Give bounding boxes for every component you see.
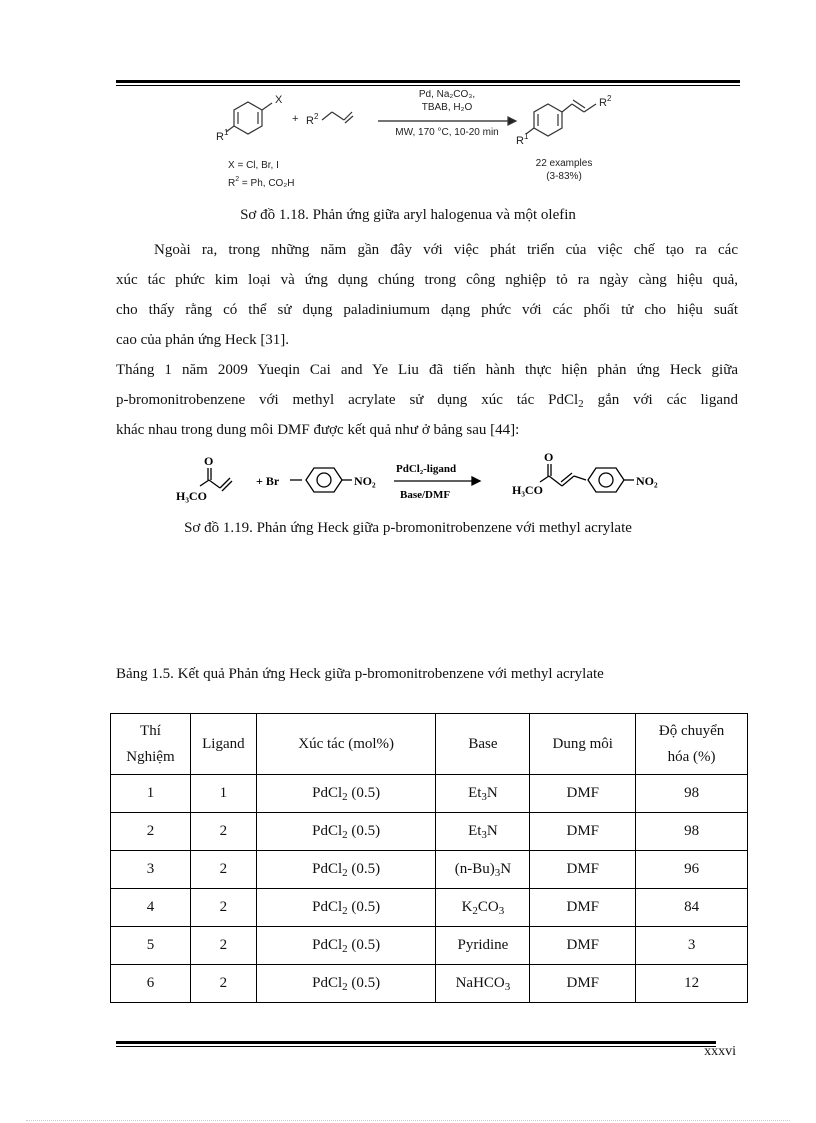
cell-catalyst: PdCl$_2$ (0.5) [256,775,436,813]
cell-ligand: 1 [190,775,256,813]
cell-base: NaHCO$_3$ [436,965,530,1003]
paragraph-line: Tháng 1 năm 2009 Yueqin Cai and Ye Liu đã tiến hành thực hiện phản ứng Heck giữa [116,362,738,378]
cell-ligand: 2 [190,965,256,1003]
paragraph-line: cao của phản ứng Heck [31]. [116,332,290,348]
yield-range: (3-83%) [546,171,582,182]
footer-rule [116,1041,716,1044]
conditions-line-2: TBAB, H₂O [421,102,473,113]
scheme-1-19-diagram [170,448,690,508]
footer-rule-thin [116,1046,716,1047]
cell-catalyst: PdCl$_2$ (0.5) [256,965,436,1003]
x-definition: X = Cl, Br, I [228,160,279,171]
cell-experiment: 5 [111,927,191,965]
table-caption: Bảng 1.5. Kết quả Phản ứng Heck giữa p-bromonitrobenzene với methyl acrylate [116,666,604,682]
cell-solvent: DMF [530,851,636,889]
aryl-x-label: X [275,94,283,106]
header-base: Base [436,714,530,775]
table-row [111,965,748,1003]
cell-conversion: 98 [636,775,748,813]
cell-base: $(n-Bu)_3N$ [436,851,530,889]
cell-base: Pyridine [436,927,530,965]
cell-catalyst: PdCl$_2$ (0.5) [256,851,436,889]
r2-definition: $R^2 = Ph$, CO₂H [228,176,295,189]
cell-solvent: DMF [530,965,636,1003]
reagent-conditions: Base/DMF [400,489,451,501]
table-header-row [111,714,748,775]
paragraph-intro [116,235,738,355]
page-edge-divider [26,1120,790,1121]
header-rule [116,80,740,83]
examples-count: 22 examples [535,158,593,169]
cell-conversion: 3 [636,927,748,965]
cell-solvent: DMF [530,813,636,851]
cell-experiment: 3 [111,851,191,889]
cell-experiment: 4 [111,889,191,927]
cell-experiment: 1 [111,775,191,813]
paragraph-line: khác nhau trong dung môi DMF được kết quả như ở bảng sau [44]: [116,422,520,438]
product-oxygen: O [544,450,554,464]
paragraph-line: xúc tác phức kim loại và ứng dụng chúng trong công nghiệp tỏ ra ngày càng hiệu quả, [116,272,738,288]
cell-experiment: 6 [111,965,191,1003]
cell-ligand: 2 [190,889,256,927]
header-rule-thin [116,85,740,86]
product-methoxy: H₃CO [512,483,543,497]
cell-solvent: DMF [530,889,636,927]
product-r1-label: $R^1$ [516,132,529,147]
table-row [111,889,748,927]
cell-catalyst: PdCl$_2$ (0.5) [256,927,436,965]
plus-bromo: + Br [256,474,280,488]
header-ligand: Ligand [190,714,256,775]
table-row [111,927,748,965]
r2-label: $R^2$ [306,112,319,127]
page-number: xxxvi [704,1044,736,1059]
reactant-nitro: NO₂ [354,474,376,488]
cell-catalyst: PdCl$_2$ (0.5) [256,889,436,927]
product-nitro: NO₂ [636,474,658,488]
cell-experiment: 2 [111,813,191,851]
cell-ligand: 2 [190,813,256,851]
cell-ligand: 2 [190,927,256,965]
cell-ligand: 2 [190,851,256,889]
header-conversion: Độ chuyển hóa (%) [636,714,748,775]
header-solvent: Dung môi [530,714,636,775]
table-row [111,775,748,813]
product-r2-label: $R^2$ [599,94,612,109]
cell-base: $Et_3N$ [436,775,530,813]
table-row [111,813,748,851]
scheme-1-18-diagram [212,90,652,198]
paragraph-line: Ngoài ra, trong những năm gần đây với việc phát triển của việc chế tạo ra các [154,242,738,258]
paragraph-line: cho thấy rằng có thể sử dụng paladiniumum dạng phức với các phối tử cho hiệu suất [116,302,738,318]
cell-solvent: DMF [530,927,636,965]
table-row [111,851,748,889]
cell-conversion: 84 [636,889,748,927]
paragraph-experiment [116,355,738,445]
scheme-1-19-caption: Sơ đồ 1.19. Phản ứng Heck giữa p-bromonitrobenzene với methyl acrylate [184,520,632,536]
conditions-line-1: Pd, Na₂CO₃, [418,90,476,100]
conditions-line-3: MW, 170 °C, 10-20 min [395,127,499,138]
cell-solvent: DMF [530,775,636,813]
cell-catalyst: PdCl$_2$ (0.5) [256,813,436,851]
header-experiment: Thí Nghiệm [111,714,191,775]
paragraph-line: p-bromonitrobenzene với methyl acrylate sử dụng xúc tác PdCl$_2$ gắn với các ligand [116,392,738,410]
reactant-oxygen: O [204,454,214,468]
cell-conversion: 96 [636,851,748,889]
scheme-1-18-caption: Sơ đồ 1.18. Phản ứng giữa aryl halogenua và một olefin [240,207,576,223]
r1-label: $R^1$ [216,128,229,143]
plus-sign: + [292,113,299,125]
cell-base: $Et_3N$ [436,813,530,851]
reactant-methoxy: H₃CO [176,489,207,503]
cell-conversion: 98 [636,813,748,851]
cell-conversion: 12 [636,965,748,1003]
header-catalyst: Xúc tác (mol%) [256,714,436,775]
cell-base: $K_2CO_3$ [436,889,530,927]
reagent-catalyst: PdCl₂-ligand [396,463,457,475]
results-table [110,713,748,1003]
